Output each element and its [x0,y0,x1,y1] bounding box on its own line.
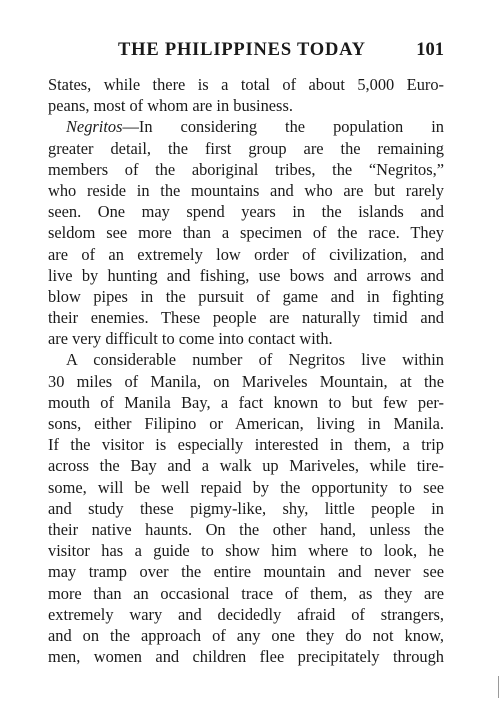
text-line: If the visitor is especially interested in them, a trip [48,435,444,455]
text-line: live by hunting and fishing, use bows and arrows and [48,265,444,285]
text-line: seen. One may spend years in the islands and [48,202,444,222]
text-line: greater detail, the first group are the remaining [48,138,444,158]
text-line: extremely wary and decidedly afraid of strangers, [48,604,444,624]
body-text [48,74,444,667]
text-line: A considerable number of Negritos live within [66,350,444,370]
text-line: are very difficult to come into contact with. [48,329,333,349]
section-term: Negritos [66,117,123,137]
scan-edge-mark [498,676,499,698]
text-line: more than an occasional trace of them, as they are [48,583,444,603]
text-line: peans, most of whom are in business. [48,96,293,116]
page-header [48,40,444,68]
text-line: and on the approach of any one they do not know, [48,625,444,645]
text-line: mouth of Manila Bay, a fact known to but few per- [48,392,444,412]
text-line: men, women and children flee precipitately through [48,647,444,667]
text-line: and study these pigmy-like, shy, little people in [48,498,444,518]
page-number: 101 [416,40,444,60]
text-line: their native haunts. On the other hand, unless the [48,519,444,539]
text-line: seldom see more than a specimen of the race. They [48,223,444,243]
text-line: sons, either Filipino or American, living in Manila. [48,414,444,433]
text-line: members of the aboriginal tribes, the “Negritos,” [48,159,444,179]
text-line: visitor has a guide to show him where to look, he [48,541,444,561]
text-line: may tramp over the entire mountain and never see [48,562,444,582]
text-line: 30 miles of Manila, on Mariveles Mountain, at the [48,371,444,391]
running-head: THE PHILIPPINES TODAY [118,40,366,60]
text-line: are of an extremely low order of civilization, and [48,244,444,264]
text-line [48,116,444,137]
text-line: some, will be well repaid by the opportunity to see [48,477,444,497]
text-line: across the Bay and a walk up Mariveles, while tire- [48,456,444,476]
text-line: their enemies. These people are naturally timid and [48,308,444,328]
text-line: States, while there is a total of about 5,000 Euro- [48,75,444,94]
text-line: blow pipes in the pursuit of game and in fighting [48,286,444,306]
text-line-rest: —In considering the population in [122,117,444,137]
text-line: who reside in the mountains and who are but rarely [48,180,444,200]
